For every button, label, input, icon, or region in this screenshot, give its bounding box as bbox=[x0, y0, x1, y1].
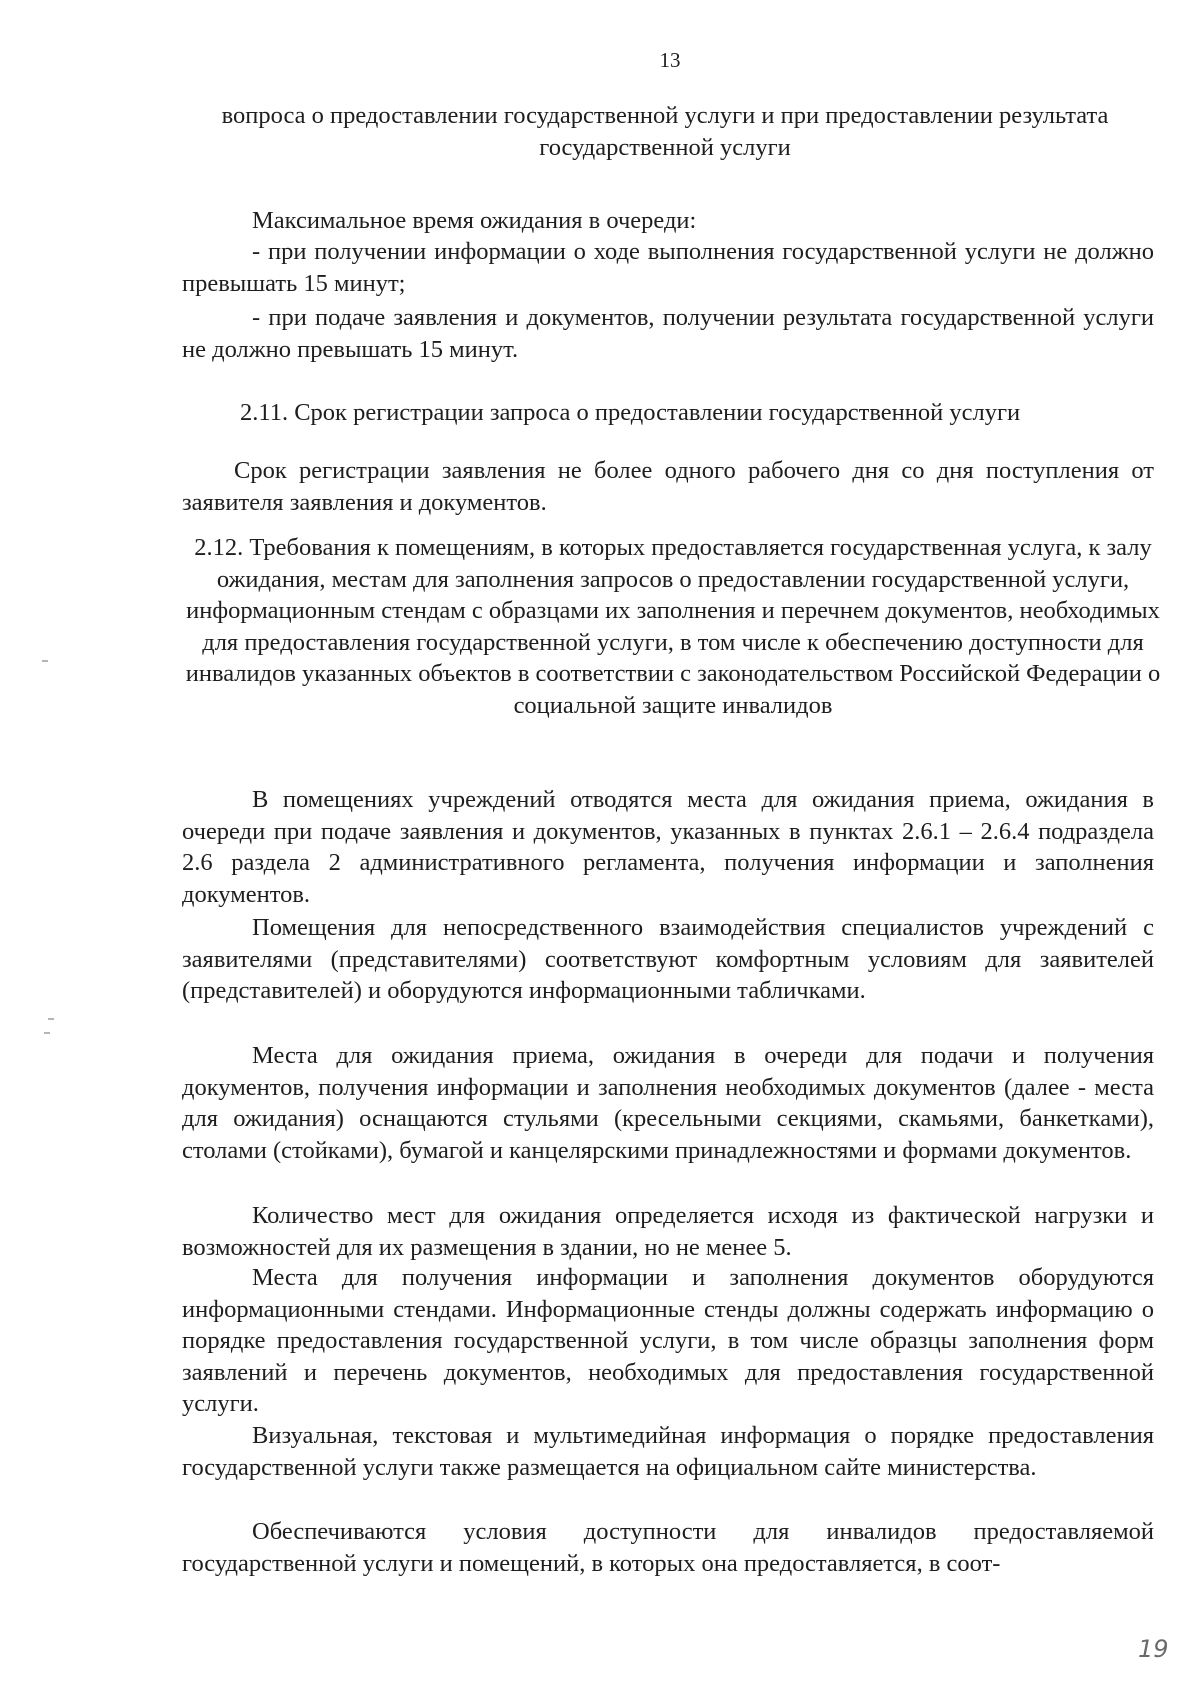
scan-artifact bbox=[42, 660, 48, 662]
paragraph-premises-comfort: Помещения для непосредственного взаимодействия специалистов учреждений с заявителями (представителями) соответствуют комфортным условиям для заявителей (представителей) и оборудуются информационными табличками. bbox=[182, 914, 1154, 1004]
max-wait-item-submission: - при подаче заявления и документов, получении результата государственной услуги не должно превышать 15 минут. bbox=[182, 304, 1154, 363]
section-heading-2-12: 2.12. Требования к помещениям, в которых предоставляется государственная услуга, к залу ожидания, местам для заполнения запросов о предоставлении государственной услуги, информационным стендам с образцами их заполнения и перечнем документов, необходимых для предоставления государственной услуги, в том числе к обеспечению доступности для инвалидов указанных объектов в соответствии с законодательством Российской Федерации о социальной защите инвалидов bbox=[185, 534, 1161, 719]
paragraph-accessibility: Обеспечиваются условия доступности для инвалидов предоставляемой государственной услуги и помещений, в которых она предоставляется, в соот- bbox=[182, 1518, 1154, 1577]
max-wait-item-info: - при получении информации о ходе выполнения государственной услуги не должно превышать 15 минут; bbox=[182, 238, 1154, 297]
section-heading-2-11: 2.11. Срок регистрации запроса о предоставлении государственной услуги bbox=[240, 399, 1021, 426]
paragraph-info-stands: Места для получения информации и заполнения документов оборудуются информационными стендами. Информационные стенды должны содержать информацию о порядке предоставления государственной услуги, в том числе образцы заполнения форм заявлений и перечень документов, необходимых для предоставления государственной услуги. bbox=[182, 1264, 1154, 1417]
paragraph-seat-count: Количество мест для ожидания определяется исходя из фактической нагрузки и возможностей для их размещения в здании, но не менее 5. bbox=[182, 1202, 1154, 1261]
registration-term-paragraph: Срок регистрации заявления не более одного рабочего дня со дня поступления от заявителя заявления и документов. bbox=[182, 457, 1154, 516]
scan-artifact bbox=[48, 1018, 54, 1020]
page-number: 13 bbox=[659, 48, 681, 72]
max-wait-title: Максимальное время ожидания в очереди: bbox=[252, 207, 697, 234]
paragraph-waiting-equipment: Места для ожидания приема, ожидания в очереди для подачи и получения документов, получения информации и заполнения необходимых документов (далее - места для ожидания) оснащаются стульями (кресельными секциями, скамьями, банкетками), столами (стойками), бумагой и канцелярскими принадлежностями и формами документов. bbox=[182, 1042, 1154, 1164]
scan-artifact bbox=[44, 1032, 50, 1034]
paragraph-waiting-places: В помещениях учреждений отводятся места для ожидания приема, ожидания в очереди при подаче заявления и документов, указанных в пунктах 2.6.1 – 2.6.4 подраздела 2.6 раздела 2 административного регламента, получения информации и заполнения документов. bbox=[182, 786, 1154, 908]
handwritten-page-number: 19 bbox=[1138, 1635, 1169, 1663]
section-heading-continuation: вопроса о предоставлении государственной услуги и при предоставлении результата государственной услуги bbox=[221, 102, 1109, 161]
paragraph-multimedia-info: Визуальная, текстовая и мультимедийная информация о порядке предоставления государственной услуги также размещается на официальном сайте министерства. bbox=[182, 1422, 1154, 1481]
